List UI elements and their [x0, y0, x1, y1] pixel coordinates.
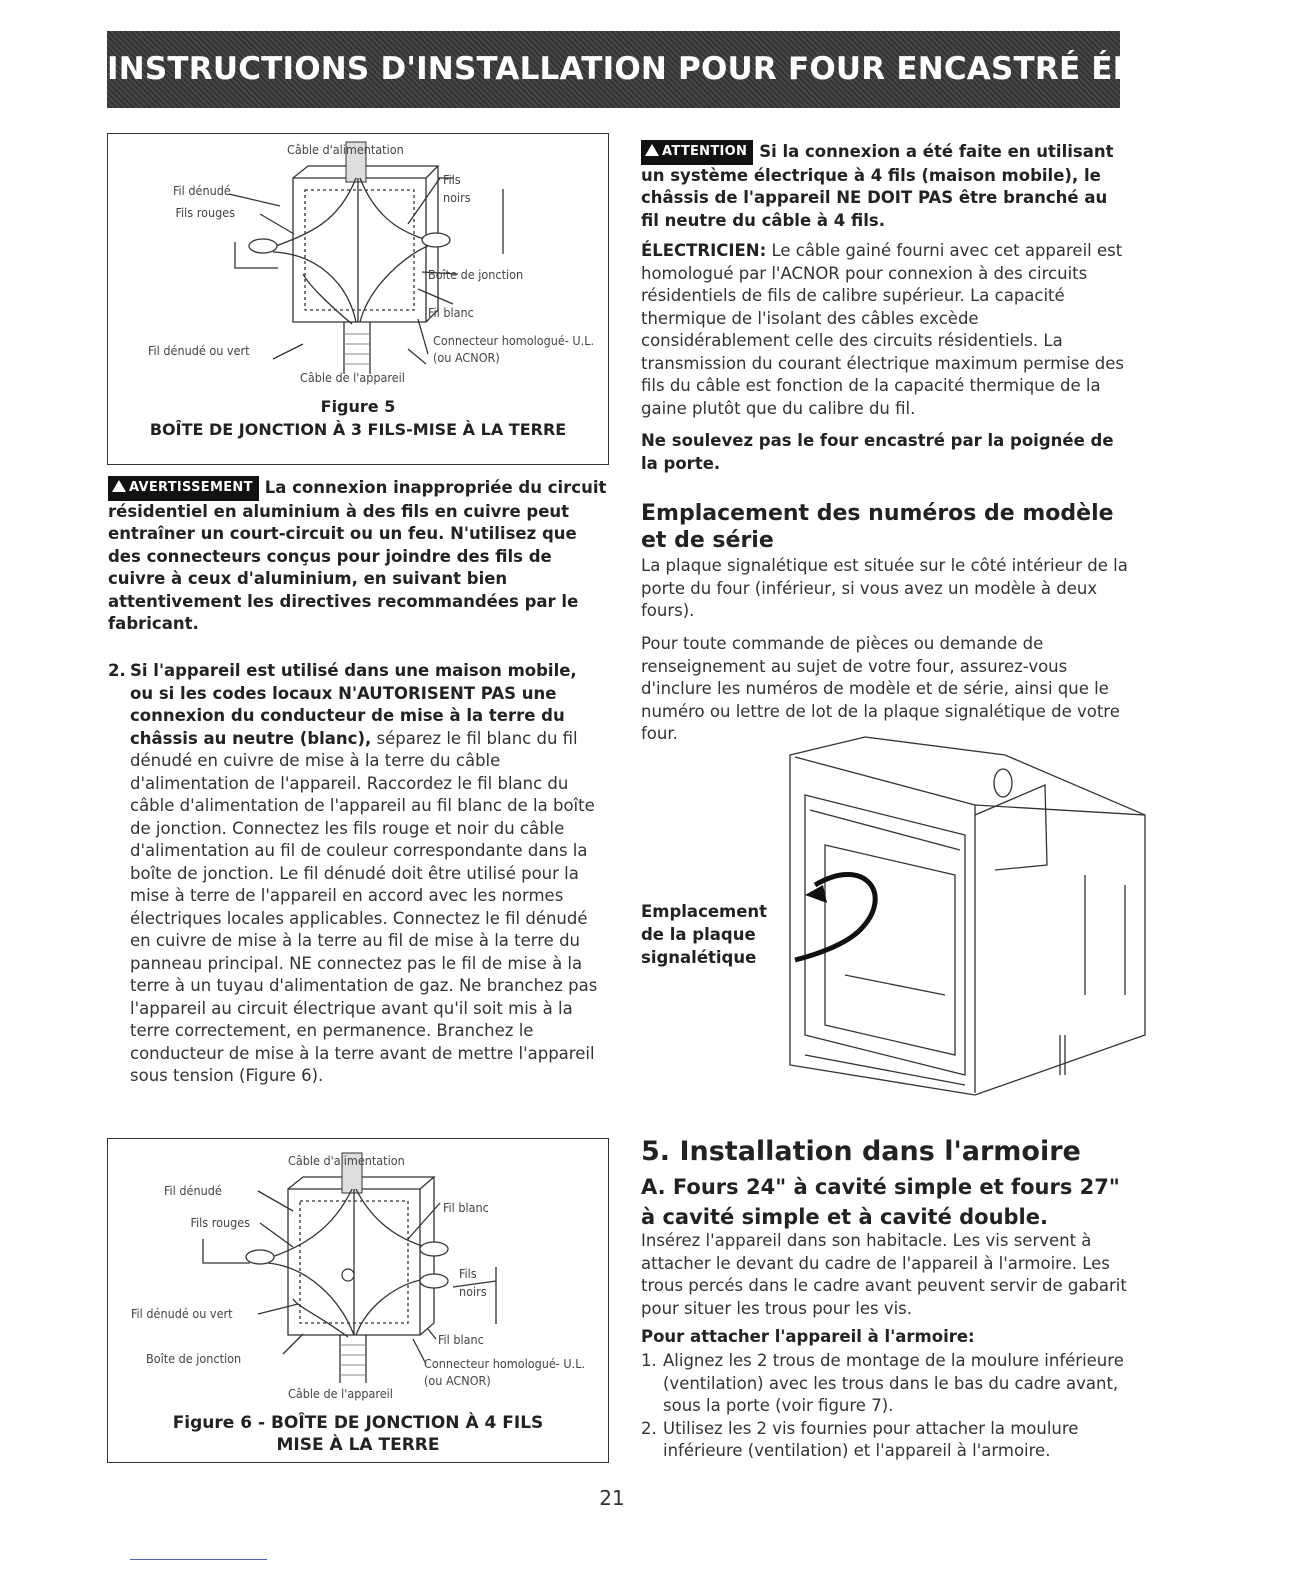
label-white-wire: Fil blanc	[428, 305, 474, 320]
electrician-paragraph	[641, 240, 1131, 420]
step-2	[108, 660, 600, 1088]
figure-6-caption: Figure 6 - BOÎTE DE JONCTION À 4 FILS MISE À LA TERRE	[172, 1413, 544, 1455]
label-supply-cable: Câble d'alimentation	[288, 1153, 405, 1168]
warning-tag	[108, 476, 259, 501]
label-red-wires: Fils rouges	[190, 1215, 250, 1230]
attention-triangle-icon	[645, 144, 659, 156]
list-item	[641, 1418, 1141, 1463]
label-black-wires: Fils noirs	[459, 1266, 487, 1299]
figure-5-caption-title: BOÎTE DE JONCTION À 3 FILS-MISE À LA TERRE	[149, 420, 567, 439]
warning-tag-label: AVERTISSEMENT	[129, 480, 253, 495]
step-text: Alignez les 2 trous de montage de la moulure inférieure (ventilation) avec les trous dans le bas du cadre avant, sous la porte (voir figure 7).	[663, 1351, 1124, 1415]
attach-heading: Pour attacher l'appareil à l'armoire:	[641, 1327, 975, 1346]
page-number: 21	[599, 1486, 625, 1510]
label-junction-box: Boîte de jonction	[428, 267, 524, 282]
label-bare-wire: Fil dénudé	[164, 1183, 222, 1198]
step-2-number: 2.	[108, 661, 126, 680]
step-2-bold-text: Si l'appareil est utilisé dans une maison mobile, ou si les codes locaux N'AUTORISENT PAS une connexion du conducteur de mise à la terre du châssis au neutre (blanc),	[130, 661, 577, 748]
attach-steps-list	[641, 1350, 1141, 1463]
label-bare-or-green: Fil dénudé ou vert	[131, 1306, 233, 1321]
label-appliance-cable: Câble de l'appareil	[300, 370, 405, 385]
label-connector: Connecteur homologué- U.L. (ou ACNOR)	[433, 333, 595, 365]
attention-block	[641, 140, 1126, 232]
step-text: Utilisez les 2 vis fournies pour attacher la moulure inférieure (ventilation) et l'appareil à l'armoire.	[663, 1418, 1079, 1460]
page-title: INSTRUCTIONS D'INSTALLATION POUR FOUR ENCASTRÉ ÉLECTRIQUE	[107, 51, 1307, 87]
label-junction-box: Boîte de jonction	[146, 1351, 242, 1366]
electrician-label: ÉLECTRICIEN:	[641, 241, 767, 260]
attention-text: Si la connexion a été faite en utilisant un système électrique à 4 fils (maison mobile), le châssis de l'appareil NE DOIT PAS être branché au fil neutre du câble à 4 fils.	[641, 142, 1114, 230]
oven-illustration	[785, 735, 1145, 1095]
figure-5-caption-number: Figure 5	[320, 397, 396, 416]
label-white-wire-top: Fil blanc	[443, 1200, 489, 1215]
model-serial-p1: La plaque signalétique est située sur le côté intérieur de la porte du four (inférieur, si vous avez un modèle à deux fours).	[641, 556, 1128, 620]
figure-6	[107, 1138, 609, 1463]
list-item	[641, 1350, 1141, 1418]
model-serial-heading: Emplacement des numéros de modèle et de série	[641, 501, 1114, 553]
section-5-subheading: A. Fours 24" à cavité simple et fours 27" à cavité simple et à cavité double.	[641, 1175, 1120, 1229]
label-bare-or-green: Fil dénudé ou vert	[148, 343, 250, 358]
lift-warning: Ne soulevez pas le four encastré par la poignée de la porte.	[641, 431, 1114, 473]
attention-tag	[641, 140, 753, 165]
section-5-heading: 5. Installation dans l'armoire	[641, 1136, 1081, 1167]
label-white-wire-bottom: Fil blanc	[438, 1332, 484, 1347]
label-appliance-cable: Câble de l'appareil	[288, 1386, 393, 1401]
figure-5	[107, 133, 609, 465]
label-bare-wire: Fil dénudé	[173, 183, 231, 198]
step-2-text: séparez le fil blanc du fil dénudé en cuivre de mise à la terre du câble d'alimentation de l'appareil. Raccordez le fil blanc du câble d'alimentation de l'appareil au fil blanc de la boîte de jonction. Connectez les fils rouge et noir du câble d'alimentation au fil de couleur correspondante dans la boîte de jonction. Le fil dénudé doit être utilisé pour la mise à terre de l'appareil en accord avec les normes électriques locales applicables. Connectez le fil dénudé en cuivre de mise à la terre au fil de mise à la terre du panneau principal. NE connectez pas le fil de mise à la terre à un tuyau d'alimentation de gaz. Ne branchez pas l'appareil au circuit électrique avant qu'il soit mis à la terre correctement, en permanence. Branchez le conducteur de mise à la terre avant de mettre l'appareil sous tension (Figure 6).	[130, 728, 598, 1085]
attention-tag-label: ATTENTION	[662, 144, 748, 159]
footer-rule	[130, 1559, 267, 1560]
electrician-text: Le câble gainé fourni avec cet appareil est homologué par l'ACNOR pour connexion à des circuits résidentiels de fils de calibre supérieur. La capacité thermique de l'isolant des câbles excède considérablement celle des circuits résidentiels. La transmission du courant électrique maximum permise des fils du câble est fonction de la capacité thermique de la gaine plutôt que du calibre du fil.	[641, 241, 1125, 418]
warning-text: La connexion inappropriée du circuit résidentiel en aluminium à des fils en cuivre peut entraîner un court-circuit ou un feu. N'utilisez que des connecteurs conçus pour joindre des fils de cuivre à ceux d'aluminium, en suivant bien attentivement les directives recommandées par le fabricant.	[108, 478, 607, 633]
label-red-wires: Fils rouges	[175, 205, 235, 220]
step-number: 2.	[641, 1418, 657, 1438]
model-serial-p2: Pour toute commande de pièces ou demande de renseignement au sujet de votre four, assurez-vous d'inclure les numéros de modèle et de série, ainsi que le numéro ou lettre de lot de la plaque signalétique de votre four.	[641, 634, 1120, 743]
warning-block	[108, 476, 608, 636]
step-number: 1.	[641, 1351, 657, 1370]
page-header-banner	[107, 31, 1307, 108]
label-black-wires: Fils noirs	[443, 172, 471, 205]
plate-location-label: Emplacement de la plaque signalétique	[641, 902, 768, 967]
warning-triangle-icon	[112, 480, 126, 492]
section-5-intro: Insérez l'appareil dans son habitacle. Les vis servent à attacher le devant du cadre de l'appareil à l'armoire. Les trous percés dans le cadre avant peuvent servir de gabarit pour situer les trous pour les vis.	[641, 1231, 1127, 1318]
label-supply-cable: Câble d'alimentation	[287, 142, 404, 157]
label-connector: Connecteur homologué- U.L. (ou ACNOR)	[424, 1356, 586, 1388]
